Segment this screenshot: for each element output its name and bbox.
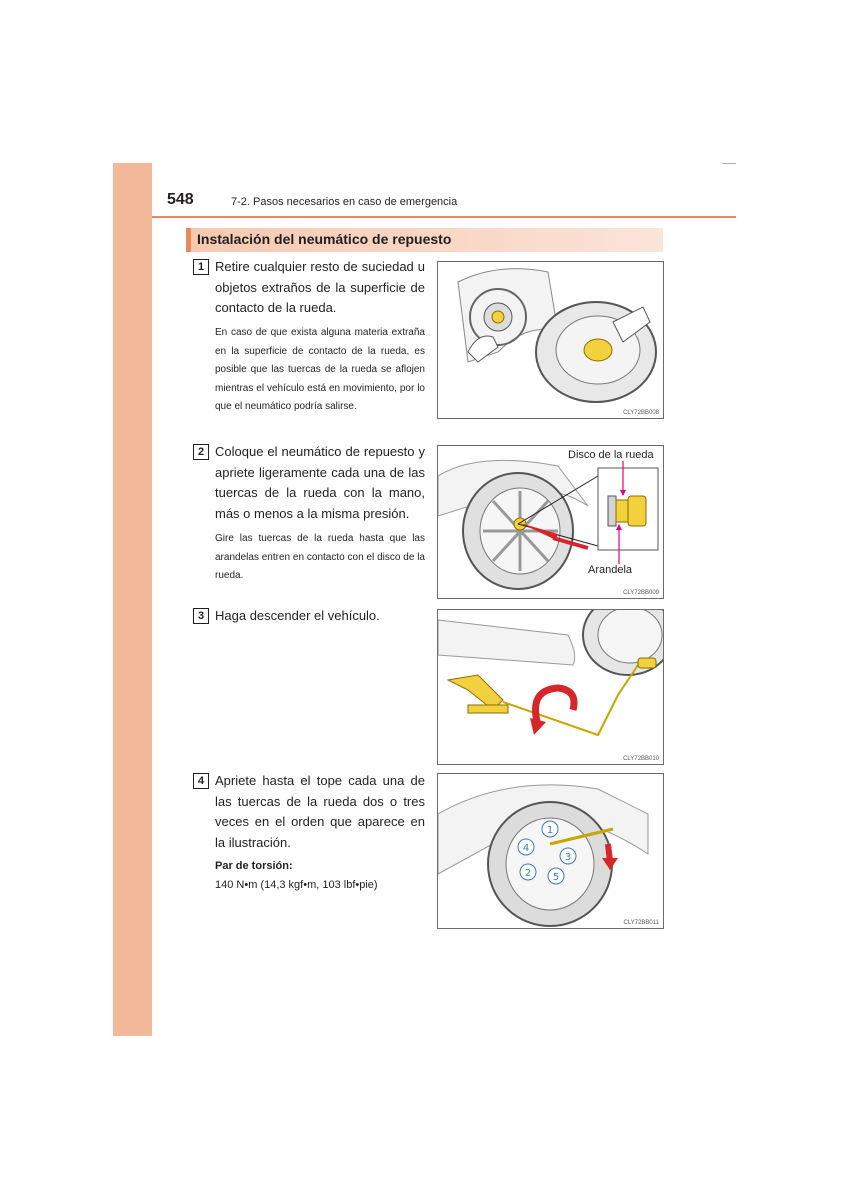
step-2-number: 2 <box>193 444 209 460</box>
side-color-band <box>113 163 152 1036</box>
step-1-number: 1 <box>193 259 209 275</box>
header-rule <box>152 216 736 218</box>
figure-code-3: CLY72BB010 <box>623 756 659 762</box>
nut-label-4: 4 <box>522 843 530 854</box>
figure-lower-vehicle <box>437 609 664 765</box>
step-3-number: 3 <box>193 608 209 624</box>
step-4-number: 4 <box>193 773 209 789</box>
step-2-note: Gire las tuercas de la rueda hasta que las arandelas entren en contacto con el disco de la rueda. <box>215 533 425 581</box>
nut-label-2: 2 <box>524 868 532 879</box>
figure-place-wheel <box>437 445 664 599</box>
page-number: 548 <box>167 191 194 208</box>
chapter-title: 7-2. Pasos necesarios en caso de emergencia <box>231 196 458 208</box>
tighten-nuts-illustration <box>438 774 663 928</box>
corner-mark <box>722 163 736 164</box>
figure-code-1: CLY72BB008 <box>623 410 659 416</box>
clean-wheel-illustration <box>438 262 663 418</box>
step-3-text: Haga descender el vehículo. <box>215 608 380 623</box>
step-1-text: Retire cualquier resto de suciedad u objetos extraños de la superficie de contacto de la rueda. <box>215 259 425 315</box>
figure-clean-wheel <box>437 261 664 419</box>
figure-code-4: CLY72BB011 <box>623 920 659 926</box>
section-accent <box>186 228 191 252</box>
nut-label-3: 3 <box>564 852 572 863</box>
nut-label-1: 1 <box>546 825 554 836</box>
callout-disco: Disco de la rueda <box>568 449 654 461</box>
section-title: Instalación del neumático de repuesto <box>197 231 452 247</box>
callout-arandela: Arandela <box>588 564 633 576</box>
torque-value: 140 N•m (14,3 kgf•m, 103 lbf•pie) <box>215 879 378 891</box>
figure-code-2: CLY72BB009 <box>623 590 659 596</box>
lower-vehicle-illustration <box>438 610 663 764</box>
step-4-text: Apriete hasta el tope cada una de las tuercas de la rueda dos o tres veces en el orden que aparece en la ilustración. <box>215 773 425 850</box>
figure-tighten-nuts <box>437 773 664 929</box>
step-2-text: Coloque el neumático de repuesto y apriete ligeramente cada una de las tuercas de la rueda con la mano, más o menos a la misma presión. <box>215 444 425 521</box>
step-1-note: En caso de que exista alguna materia extraña en la superficie de contacto de la rueda, es posible que las tuercas de la rueda se aflojen mientras el vehículo está en movimiento, por lo que el neumático podría salirse. <box>215 327 425 412</box>
torque-label: Par de torsión: <box>215 860 293 872</box>
nut-label-5: 5 <box>552 872 560 883</box>
